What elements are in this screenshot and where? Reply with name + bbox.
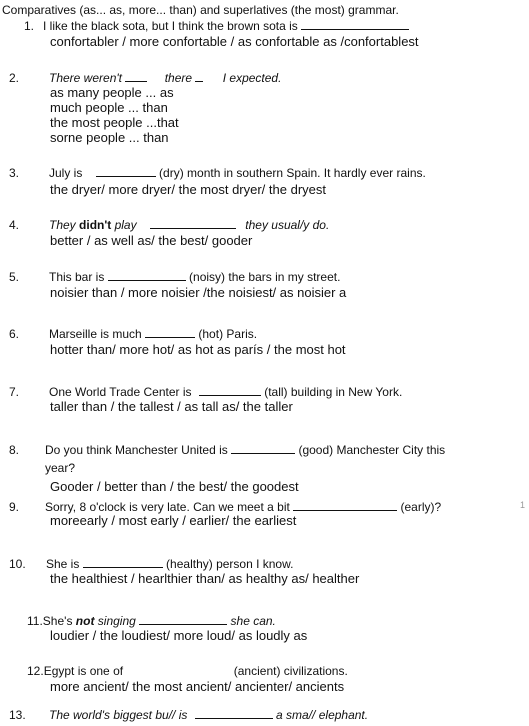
q9-number: 9. [9,500,20,514]
q4-stem-a: They [49,218,76,232]
page-title: Comparatives (as... as, more... than) and superlatives (the most) grammar. [2,3,399,17]
q2-blank-1[interactable] [125,71,147,82]
q10-options: the healthiest / hearlthier than/ as healthy as/ healther [50,571,360,586]
q3-options: the dryer/ more dryer/ the most dryer/ the dryest [50,182,326,197]
q2-option-2: much people ... than [50,100,168,115]
q5-text [49,270,340,284]
q10-blank[interactable] [83,557,163,568]
q8-text [45,443,445,457]
q6-stem-a: Marseille is much [49,327,142,341]
q1-options: confortabler / more confortable / as confortable as /confortablest [50,34,419,49]
q8-blank[interactable] [231,443,295,454]
edge-mark: 1 [520,500,526,510]
q10-stem-a: She is [46,557,80,571]
q12-options: more ancient/ the most ancient/ ancienter/ ancients [50,679,345,694]
q12-stem-b: (ancient) civilizations. [233,664,348,678]
q11-stem-a: She's [42,614,73,628]
q2-option-4: sorne people ... than [50,130,169,145]
q8-options: Gooder / better than / the best/ the goodest [50,479,299,494]
q11-text [27,614,276,628]
q2-stem-a: There weren't [49,71,122,85]
q9-blank[interactable] [293,500,397,511]
q10-number: 10. [9,557,26,571]
q3-text [49,166,426,180]
q8-text-cont: year? [45,461,76,475]
q11-options: loudier / the loudiest/ more loud/ as loudly as [50,628,308,643]
q3-stem-b: (dry) month in southern Spain. It hardly ever rains. [159,166,426,180]
q2-stem-b: there [164,71,193,85]
q3-blank[interactable] [96,166,156,177]
q7-options: taller than / the tallest / as tall as/ the taller [50,399,293,414]
q9-stem-b: (early)? [400,500,442,514]
q6-options: hotter than/ more hot/ as hot as parís / the most hot [50,342,346,357]
q6-number: 6. [9,327,20,341]
q2-option-3: the most people ...that [50,115,179,130]
q13-text [49,708,368,722]
q8-stem-b: (good) Manchester City this [298,443,446,457]
q2-blank-2[interactable] [195,71,203,82]
q2-text [49,71,281,85]
q4-blank[interactable] [150,218,236,229]
q5-number: 5. [9,270,20,284]
q3-number: 3. [9,166,20,180]
q4-stem-b: play [114,218,137,232]
q1-blank[interactable] [301,19,409,30]
q5-options: noisier than / more noisier /the noisiest/ as noisier a [50,285,347,300]
q8-stem-a: Do you think Manchester United is [45,443,228,457]
q2-stem-c: I expected. [222,71,282,85]
q6-stem-b: (hot) Paris. [198,327,258,341]
q11-number: 11. [27,614,43,628]
q11-blank[interactable] [139,614,227,625]
q12-text [27,664,348,678]
q9-options: moreearly / most early / earlier/ the earliest [50,513,297,528]
q7-stem-b: (tall) building in New York. [264,385,403,399]
q11-stem-b: singing [97,614,136,628]
q13-number: 13. [9,708,26,722]
q1-number: 1. [24,19,35,33]
q9-stem-a: Sorry, 8 o'clock is very late. Can we meet a bit [45,500,290,514]
q8-number: 8. [9,443,20,457]
q1-text [43,19,409,33]
q11-stem-c: she can. [230,614,276,628]
q10-text [46,557,293,571]
q4-number: 4. [9,218,20,232]
q4-options: better / as well as/ the best/ gooder [50,233,253,248]
q13-stem-a: The world's biggest bu// is [49,708,188,722]
q5-blank[interactable] [108,270,186,281]
q3-stem-a: July is [49,166,83,180]
q12-stem-a: Egypt is one of [43,664,124,678]
q5-stem-b: (noisy) the bars in my street. [189,270,341,284]
q7-text [49,385,402,399]
q4-text [49,218,329,232]
q1-stem: I like the black sota, but I think the brown sota is [43,19,298,33]
q4-stem-c: they usual/y do. [245,218,330,232]
q13-blank[interactable] [195,708,273,719]
q13-stem-b: a sma// elephant. [276,708,369,722]
q11-stem-bold: not [75,614,95,628]
q4-stem-bold: didn't [79,218,112,232]
q10-stem-b: (healthy) person I know. [166,557,294,571]
q5-stem-a: This bar is [49,270,105,284]
q7-stem-a: One World Trade Center is [49,385,192,399]
q6-blank[interactable] [145,327,195,338]
q2-option-1: as many people ... as [50,85,174,100]
q2-number: 2. [9,71,20,85]
q6-text [49,327,257,341]
q9-text [45,500,441,514]
q7-number: 7. [9,385,20,399]
q7-blank[interactable] [199,385,261,396]
q12-number: 12. [27,664,44,678]
